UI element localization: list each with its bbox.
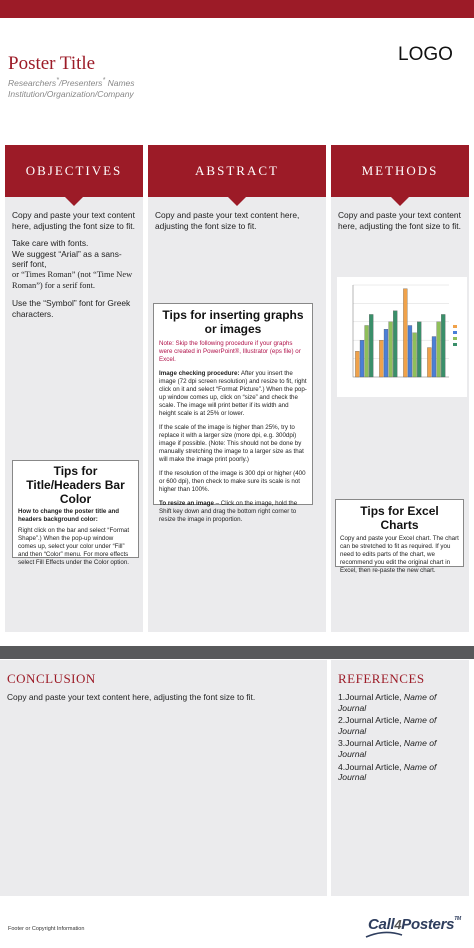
abstract-heading: ABSTRACT [148, 145, 326, 197]
objectives-column [5, 145, 143, 632]
authors-line: Researchers*/Presenters* Names Institution/Organization/Company [8, 76, 135, 99]
footer-copyright: Footer or Copyright Information [8, 926, 85, 932]
chart-bar [389, 322, 393, 377]
reference-item [338, 692, 465, 713]
conclusion-paragraph: Copy and paste your text content here, adjusting the font size to fit. [7, 692, 256, 702]
conclusion-heading: CONCLUSION [7, 671, 96, 686]
reference-journal-name: Name of Journal [338, 715, 437, 736]
brand-four: 4 [394, 917, 402, 932]
chart-legend-swatch [453, 343, 457, 346]
presenters-label: Presenters [61, 77, 103, 88]
chart-legend-swatch [453, 325, 457, 328]
institution-label: Institution/Organization/Company [8, 88, 134, 99]
abstract-column [148, 145, 326, 632]
reference-journal-name: Name of Journal [338, 738, 437, 759]
chart-bar [379, 340, 383, 377]
image-resize-label: To resize an image [159, 500, 214, 507]
researchers-label: Researchers [8, 77, 57, 88]
section-divider-bar [0, 646, 474, 659]
image-checking-text: After you insert the image (72 dpi screen resolution) and resize to fit, right click on it and select “Format Picture”.) When the pop-up window comes up, click on “size” and check the scale. The image will print better if its width and height scale is at 25% or lower. [159, 370, 307, 417]
objectives-paragraph: Copy and paste your text content here, adjusting the font size to fit. [12, 210, 135, 231]
chart-background [337, 277, 467, 397]
references-list [331, 687, 469, 783]
title-color-bar [0, 0, 474, 18]
header-color-tip-title: Tips for Title/Headers Bar Color [26, 464, 125, 506]
objectives-heading: OBJECTIVES [5, 145, 143, 197]
chart-bar [369, 314, 373, 377]
reference-item [338, 762, 465, 783]
excel-tip-box [335, 499, 464, 574]
image-checking-procedure [159, 370, 307, 418]
abstract-paragraph: Copy and paste your text content here, adjusting the font size to fit. [155, 210, 300, 231]
fonts-note: Take care with fonts. [12, 238, 89, 249]
chart-bar [393, 311, 397, 377]
chart-bar [413, 333, 417, 377]
chart-bar [417, 322, 421, 377]
chart-bar [437, 322, 441, 377]
reference-item [338, 738, 465, 759]
reference-journal-name: Name of Journal [338, 692, 437, 713]
chart-bar [403, 289, 407, 377]
graphs-tip-note: Note: Skip the following procedure if your graphs were created in PowerPoint®, Illustrator (eps file) or Excel. [159, 340, 301, 363]
serif-suggestion: or “Times Roman” (not “Time New Roman”) for a serif font. [12, 269, 133, 290]
symbol-font-note: Use the “Symbol” font for Greek characters. [12, 298, 131, 319]
chart-legend-swatch [453, 337, 457, 340]
poster-title: Poster Title [8, 53, 96, 74]
reference-journal-name: Name of Journal [338, 761, 437, 783]
brand-swoosh-icon [364, 931, 404, 939]
header-color-tip-body: Right click on the bar and select “Format Shape”.) When the pop-up window comes up, select your color under “Fill” and then “Color” menu. For more effects select Fill Effects under the Color option. [18, 527, 130, 566]
image-resize-tip [159, 500, 307, 524]
methods-heading: METHODS [331, 145, 469, 197]
chart-bar [355, 351, 359, 377]
objectives-body [5, 197, 143, 319]
chart-bar [427, 348, 431, 377]
methods-column [331, 145, 469, 632]
image-resolution-tip: If the resolution of the image is 300 dpi or higher (400 or 600 dpi), then check to make sure its scale is not higher than 100%. [159, 470, 306, 493]
brand-posters: Posters [401, 916, 455, 933]
image-resize-text: – Click on the image, hold the Shift key down and drag the bottom right corner to resize the image in proportion. [159, 500, 298, 523]
reference-number: 2.Journal Article, [338, 715, 404, 726]
reference-item [338, 715, 465, 736]
chart-bar [384, 329, 388, 377]
chart-bar [360, 340, 364, 377]
conclusion-section [0, 660, 327, 896]
references-heading: REFERENCES [338, 671, 425, 686]
graphs-tip-box [153, 303, 313, 523]
sans-serif-suggestion: We suggest “Arial” as a sans-serif font, [12, 248, 122, 270]
reference-number: 4.Journal Article, [338, 761, 404, 772]
references-section [331, 660, 469, 896]
excel-tip-body: Copy and paste your Excel chart. The chart can be stretched to fit as required. If you need to edits parts of the chart, we recommend you edit the original chart in Excel, then re-paste the new chart. [340, 535, 459, 574]
brand-call: Call [368, 916, 395, 933]
image-checking-label: Image checking procedure: [159, 370, 240, 377]
excel-bar-chart [337, 277, 467, 397]
chart-bar [432, 337, 436, 377]
chart-legend-swatch [453, 331, 457, 334]
reference-number: 3.Journal Article, [338, 738, 404, 749]
chart-bar [365, 325, 369, 377]
chart-bar [441, 314, 445, 377]
chart-bar [408, 325, 412, 377]
graphs-tip-title: Tips for inserting graphs or images [162, 308, 304, 336]
names-label: Names [107, 77, 135, 88]
brand-trademark: TM [454, 916, 461, 922]
reference-number: 1.Journal Article, [338, 692, 404, 702]
header-color-tip-box [12, 460, 139, 566]
excel-tip-title: Tips for Excel Charts [360, 504, 439, 532]
header-color-tip-subtitle: How to change the poster title and headers background color: [18, 508, 120, 523]
logo-placeholder: LOGO [398, 44, 453, 65]
image-scale-tip: If the scale of the image is higher than 25%, try to replace it with a larger size (more dpi, e.g. 300dpi) image if possible. (Note: This should not be done by manually stretching the image to a larger size as that will make the image print poorly.) [159, 424, 304, 463]
methods-paragraph: Copy and paste your text content here, adjusting the font size to fit. [338, 210, 461, 231]
